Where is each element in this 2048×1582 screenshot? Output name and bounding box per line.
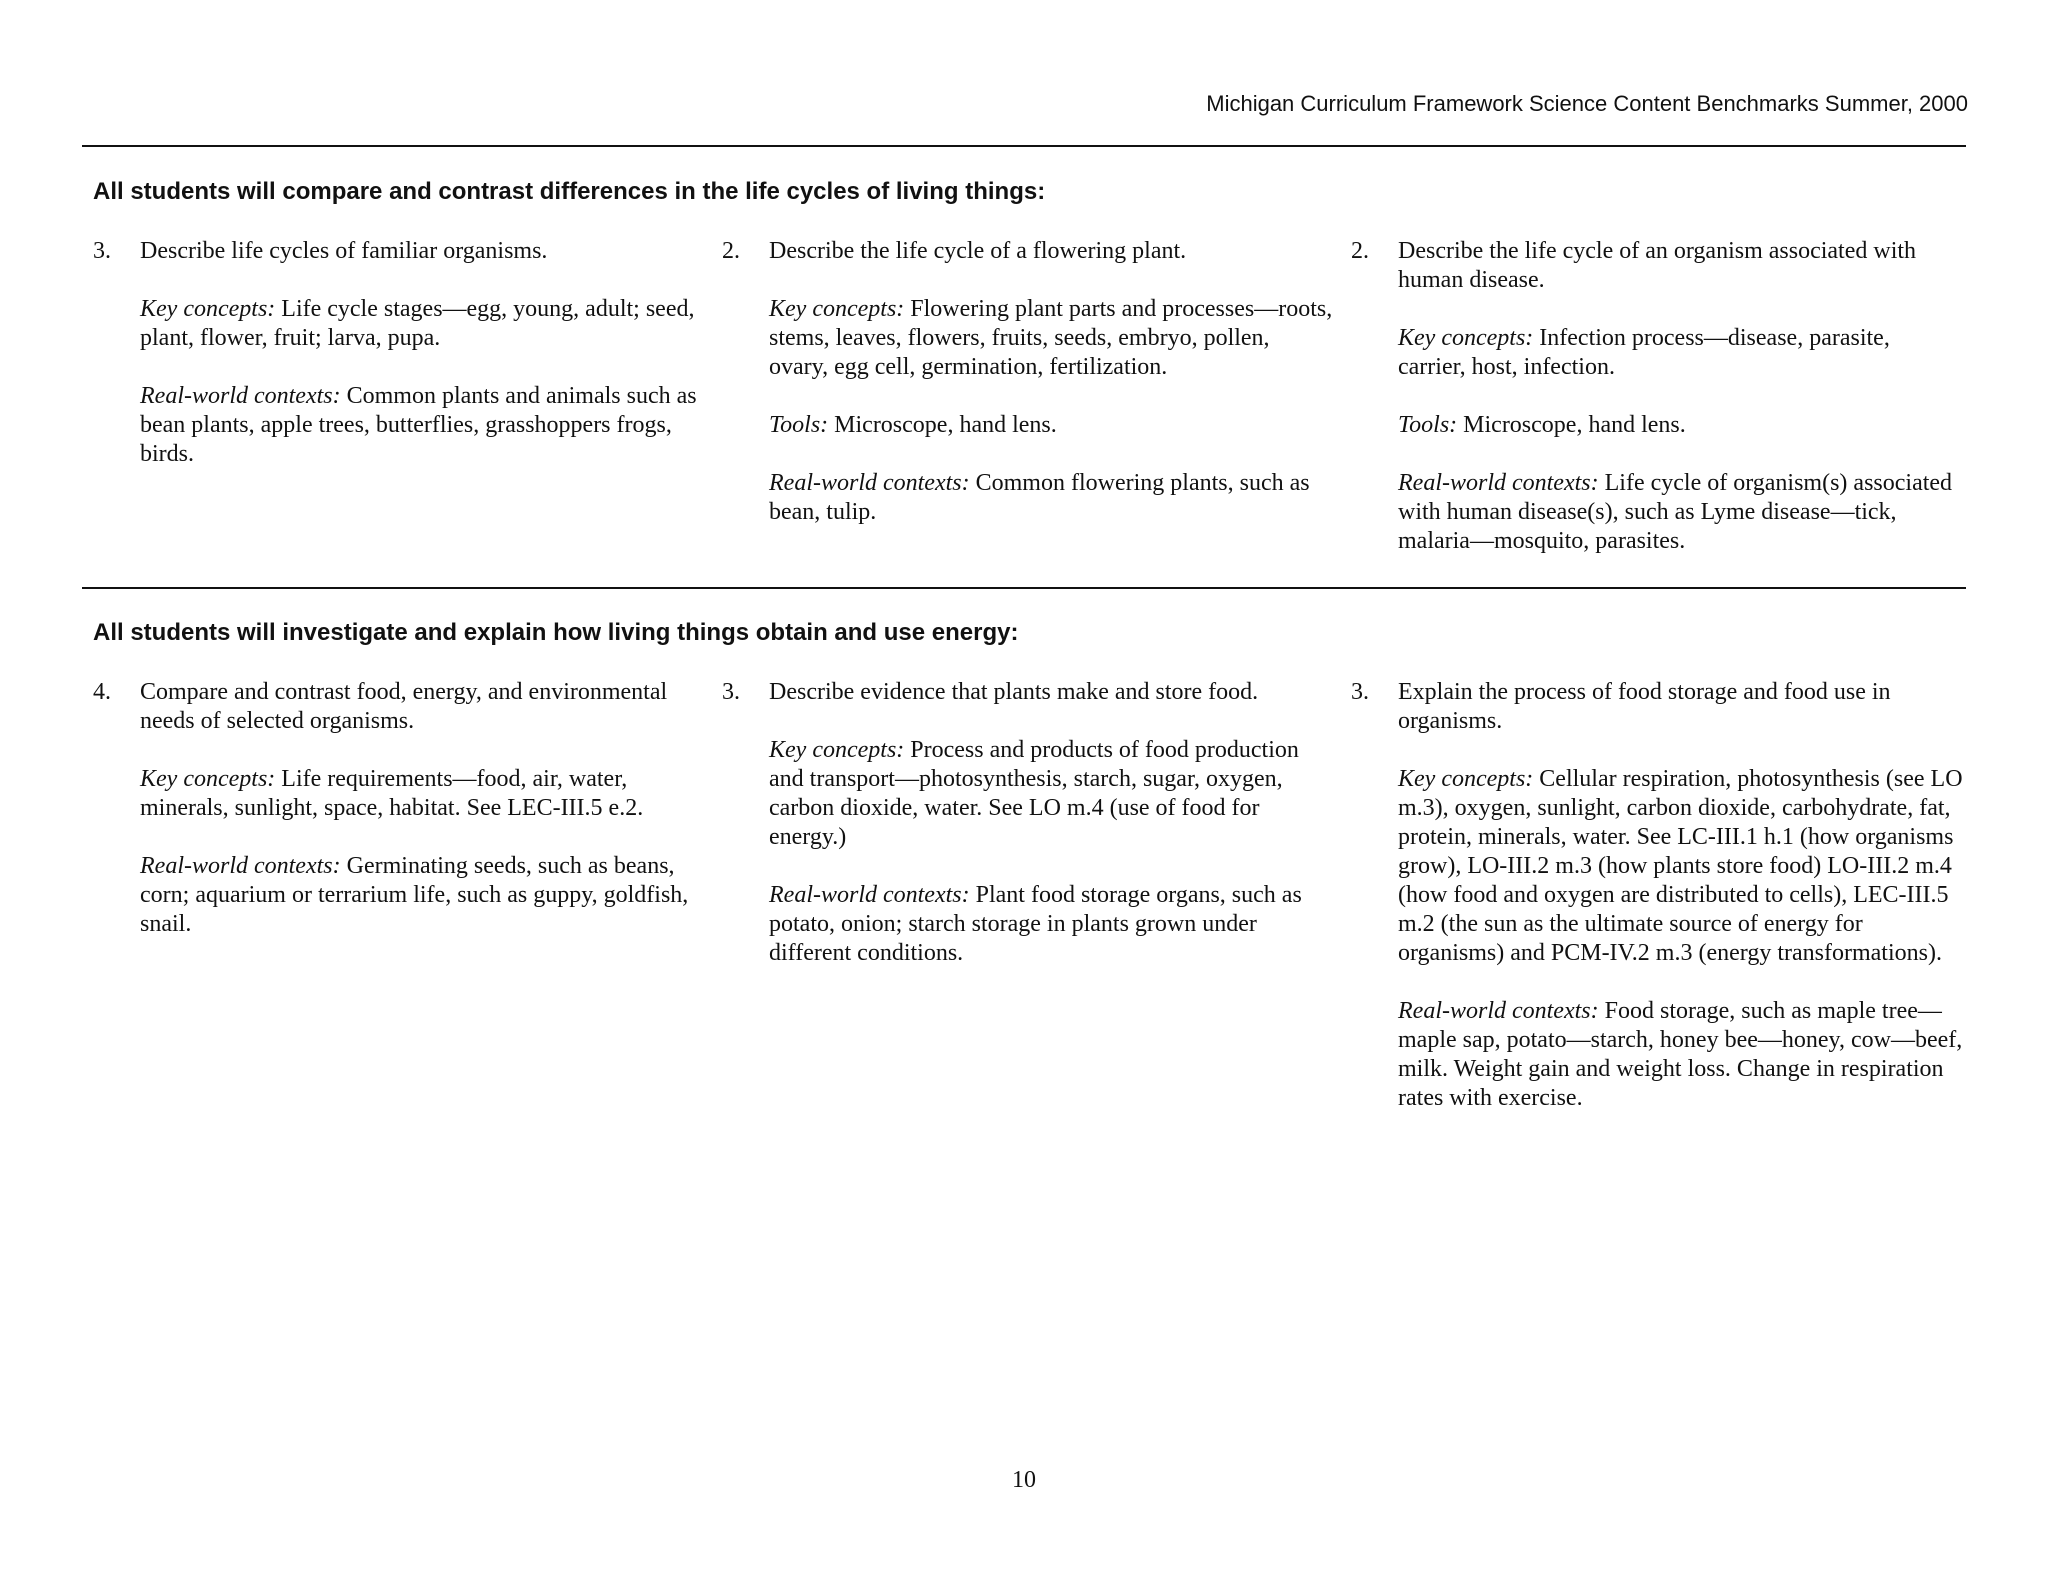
benchmark-body (769, 678, 1334, 968)
key-concepts (769, 736, 1334, 852)
benchmark-body (1398, 237, 1963, 556)
real-world-text: Life cycle of organism(s) associated with human disease(s), such as Lyme disease—tick, malaria—mosquito, parasites. (1398, 470, 1953, 554)
benchmark-body (140, 678, 705, 939)
benchmark-statement: Compare and contrast food, energy, and environmental needs of selected organisms. (140, 679, 668, 734)
key-concepts-text: Cellular respiration, photosynthesis (see LO m.3), oxygen, sunlight, carbon dioxide, carbohydrate, fat, protein, minerals, water. See LC-III.1 h.1 (how organisms grow), LO-III.2 m.3 (how plants store food) LO-III.2 m.4 (how food and oxygen are distributed to cells), LEC-III.5 m.2 (the sun as the ultimate source of energy for organisms) and PCM-IV.2 m.3 (energy transformations). (1398, 766, 1963, 966)
key-concepts-label: Key concepts: (1398, 766, 1534, 792)
section-heading-life-cycles: All students will compare and contrast differences in the life cycles of living things: (93, 178, 1046, 205)
real-world-label: Real-world contexts: (140, 383, 341, 409)
real-world-text: Germinating seeds, such as beans, corn; aquarium or terrarium life, such as guppy, goldfish, snail. (140, 853, 689, 937)
real-world-text: Common plants and animals such as bean plants, apple trees, butterflies, grasshoppers frogs, birds. (140, 383, 697, 467)
real-world-contexts (769, 469, 1334, 527)
key-concepts (1398, 765, 1963, 968)
key-concepts-text: Life requirements—food, air, water, minerals, sunlight, space, habitat. See LEC-III.5 e.2. (140, 766, 644, 821)
real-world-contexts (140, 382, 705, 469)
benchmark-statement: Explain the process of food storage and food use in organisms. (1398, 679, 1891, 734)
key-concepts-label: Key concepts: (1398, 325, 1534, 351)
benchmark-number: 4. (93, 679, 111, 705)
running-header: Michigan Curriculum Framework Science Content Benchmarks Summer, 2000 (1206, 91, 1968, 116)
key-concepts (1398, 324, 1963, 382)
real-world-text: Common flowering plants, such as bean, tulip. (769, 470, 1310, 525)
benchmark-elementary (93, 237, 697, 469)
benchmark-middle (722, 678, 1322, 968)
key-concepts (769, 295, 1334, 382)
benchmark-number: 2. (722, 238, 740, 264)
key-concepts-text: Process and products of food production and transport—photosynthesis, starch, sugar, oxygen, carbon dioxide, water. See LO m.4 (use of food for energy.) (769, 737, 1299, 850)
benchmark-body (769, 237, 1334, 527)
benchmark-middle (722, 237, 1333, 527)
real-world-label: Real-world contexts: (140, 853, 341, 879)
benchmark-number: 3. (1351, 679, 1369, 705)
benchmark-high (1351, 237, 1951, 556)
real-world-contexts (1398, 997, 1963, 1113)
benchmark-body (140, 237, 705, 469)
page-number: 10 (1012, 1467, 1036, 1493)
key-concepts-label: Key concepts: (769, 296, 905, 322)
benchmark-elementary (93, 678, 693, 939)
benchmark-statement: Describe evidence that plants make and store food. (769, 679, 1259, 705)
tools-text: Microscope, hand lens. (1457, 412, 1686, 438)
real-world-contexts (140, 852, 705, 939)
tools-text: Microscope, hand lens. (828, 412, 1057, 438)
benchmark-statement: Describe the life cycle of an organism associated with human disease. (1398, 238, 1917, 293)
real-world-label: Real-world contexts: (1398, 470, 1599, 496)
benchmark-high (1351, 678, 1963, 1113)
real-world-contexts (1398, 469, 1963, 556)
tools-label: Tools: (1398, 412, 1458, 438)
benchmark-number: 2. (1351, 238, 1369, 264)
benchmark-number: 3. (722, 679, 740, 705)
key-concepts-text: Flowering plant parts and processes—roots, stems, leaves, flowers, fruits, seeds, embryo, pollen, ovary, egg cell, germination, fertilization. (769, 296, 1333, 380)
key-concepts-label: Key concepts: (140, 296, 276, 322)
key-concepts-label: Key concepts: (140, 766, 276, 792)
real-world-label: Real-world contexts: (769, 882, 970, 908)
real-world-contexts (769, 881, 1334, 968)
tools-label: Tools: (769, 412, 829, 438)
key-concepts (140, 295, 705, 353)
real-world-text: Plant food storage organs, such as potato, onion; starch storage in plants grown under different conditions. (769, 882, 1302, 966)
real-world-label: Real-world contexts: (1398, 998, 1599, 1024)
benchmark-number: 3. (93, 238, 111, 264)
benchmark-statement: Describe the life cycle of a flowering plant. (769, 238, 1187, 264)
section-heading-energy: All students will investigate and explain how living things obtain and use energy: (93, 619, 1019, 646)
real-world-label: Real-world contexts: (769, 470, 970, 496)
real-world-text: Food storage, such as maple tree—maple sap, potato—starch, honey bee—honey, cow—beef, milk. Weight gain and weight loss. Change in respiration rates with exercise. (1398, 998, 1963, 1111)
key-concepts-text: Infection process—disease, parasite, carrier, host, infection. (1398, 325, 1890, 380)
top-divider (82, 145, 1966, 147)
benchmark-body (1398, 678, 1963, 1113)
key-concepts-text: Life cycle stages—egg, young, adult; seed, plant, flower, fruit; larva, pupa. (140, 296, 695, 351)
key-concepts (140, 765, 705, 823)
benchmark-statement: Describe life cycles of familiar organisms. (140, 238, 548, 264)
tools (1398, 411, 1963, 440)
section-divider (82, 587, 1966, 589)
key-concepts-label: Key concepts: (769, 737, 905, 763)
tools (769, 411, 1334, 440)
